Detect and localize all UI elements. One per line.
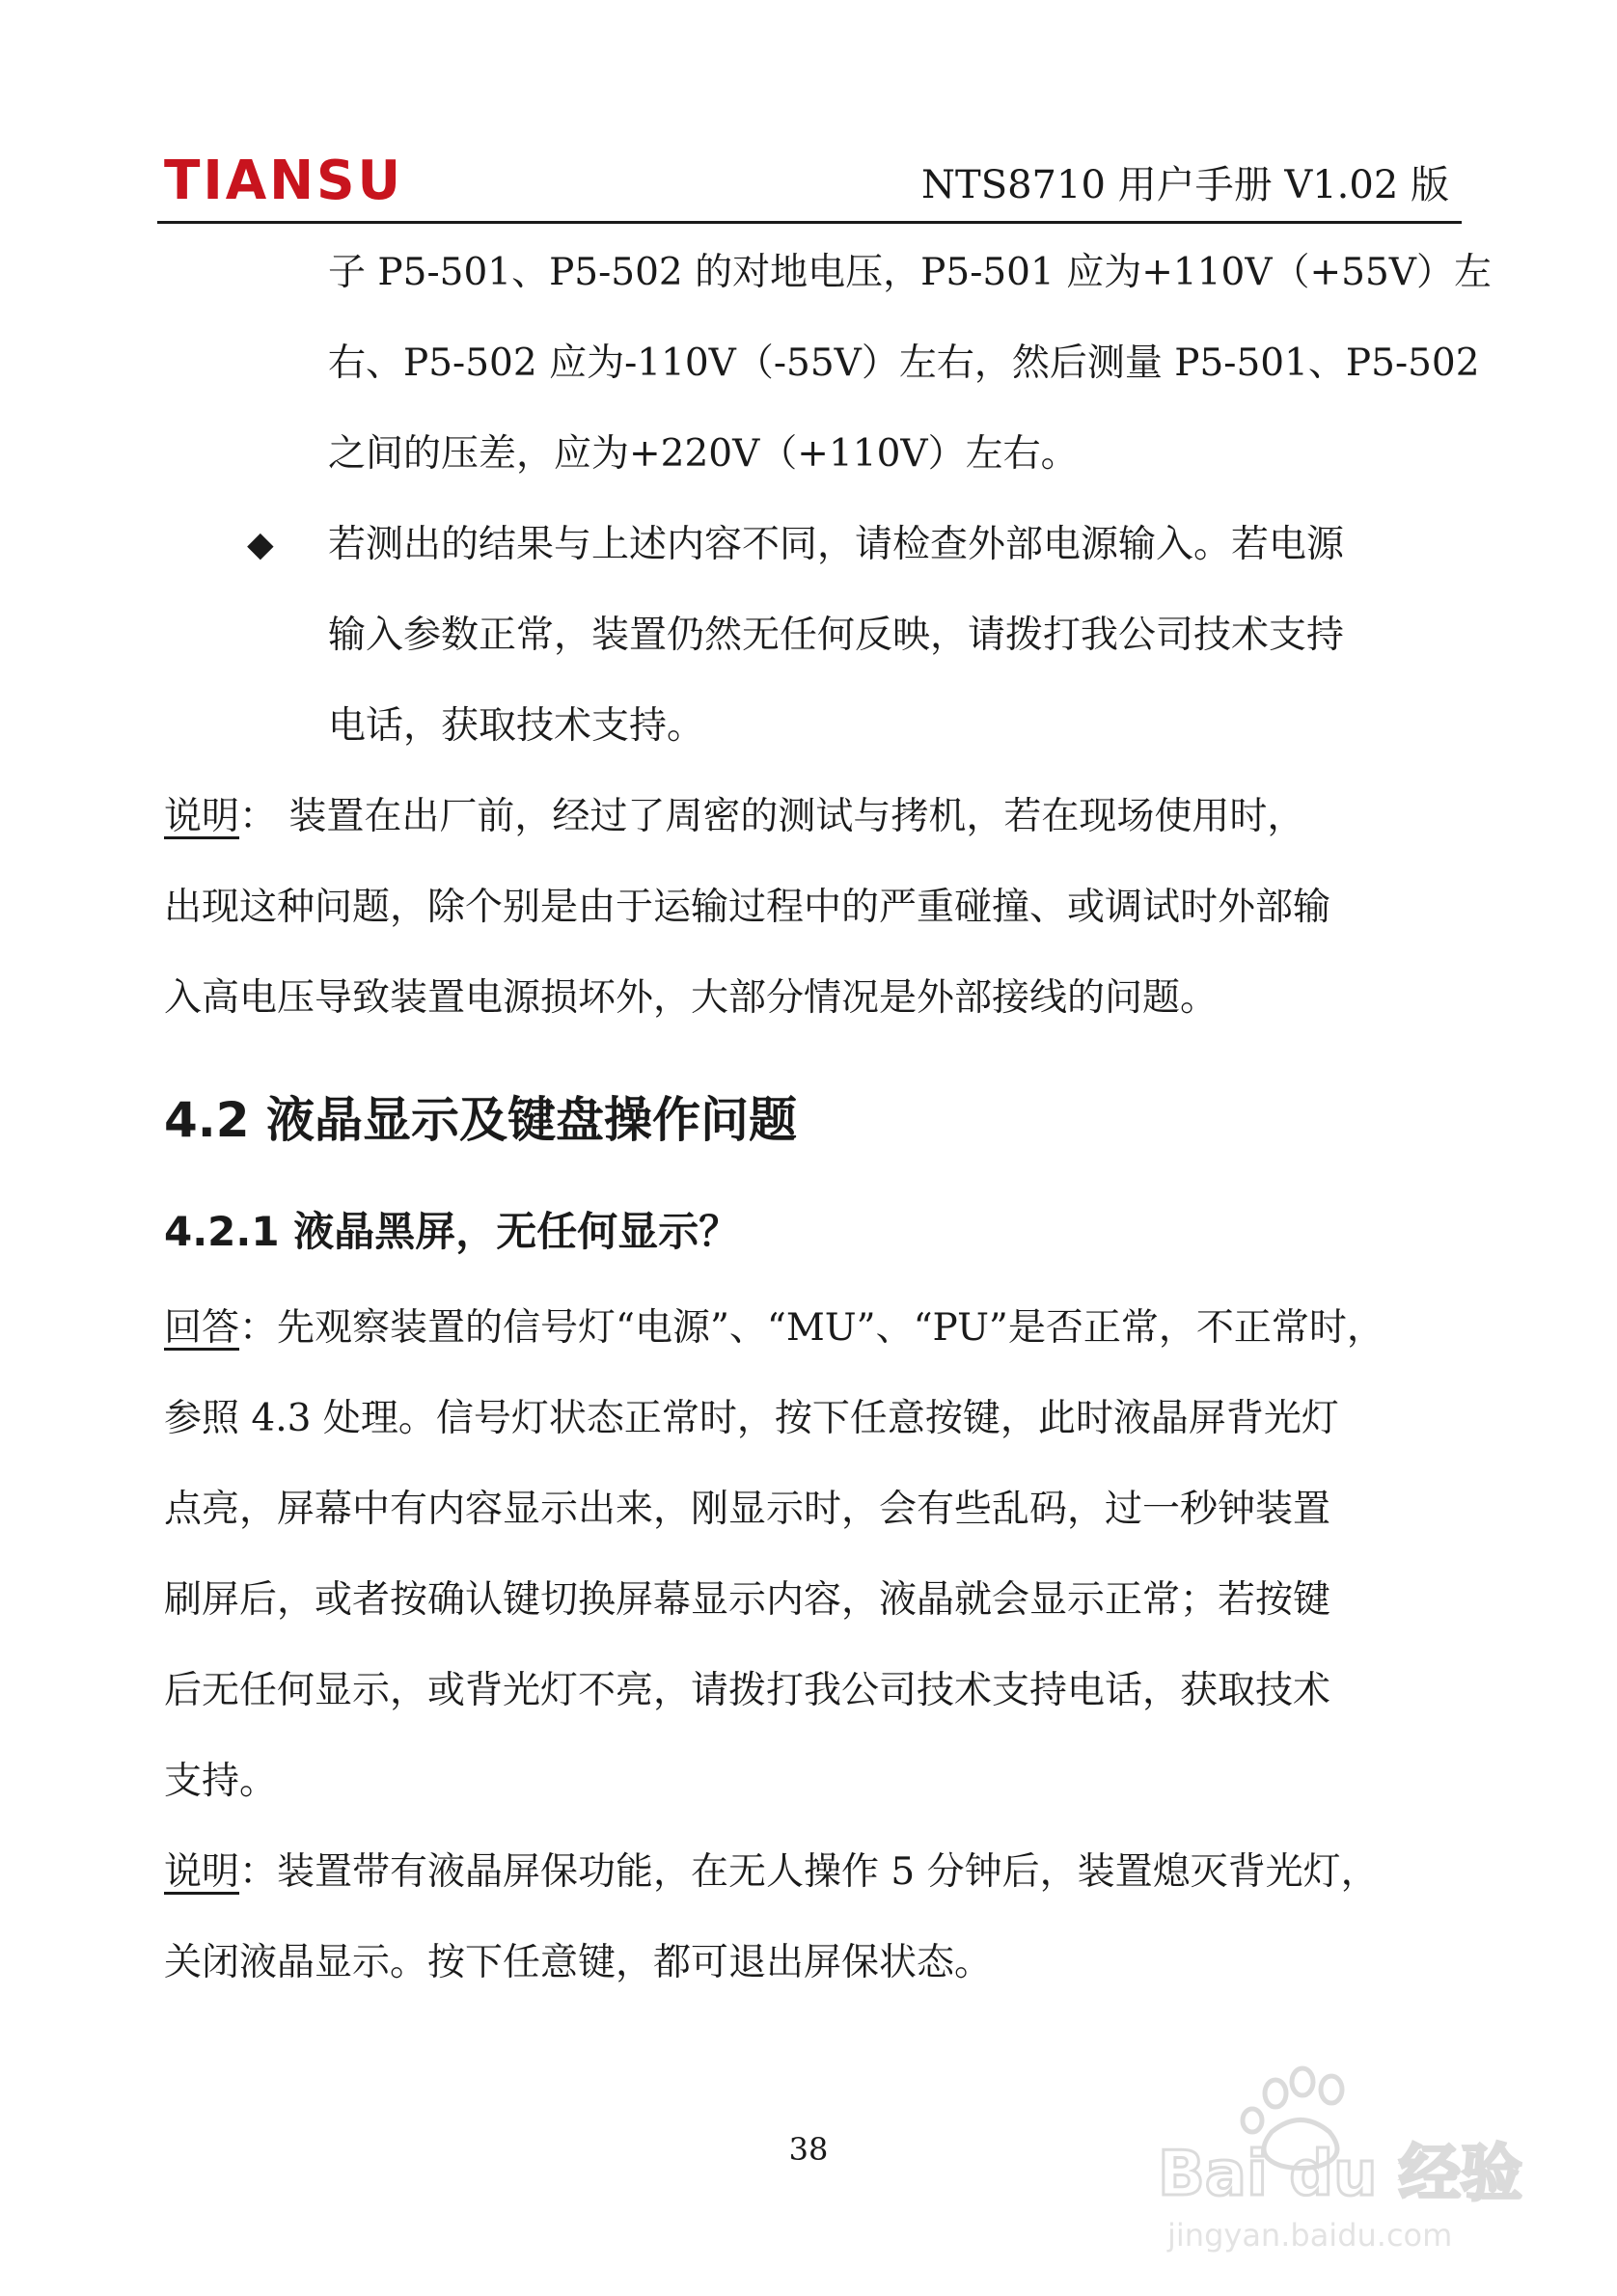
answer-text: ：先观察装置的信号灯“电源”、“MU”、“PU”是否正常，不正常时，: [239, 1306, 1384, 1350]
document-title: NTS8710 用户手册 V1.02 版: [921, 163, 1449, 207]
baidu-jingyan-watermark: [1148, 2064, 1534, 2257]
answer-line-4: 刷屏后，或者按确认键切换屏幕显示内容，液晶就会显示正常；若按键: [164, 1578, 1331, 1622]
note-1-text: 装置在出厂前，经过了周密的测试与拷机，若在现场使用时，: [277, 795, 1305, 838]
continuation-line-3: 之间的压差，应为+220V（+110V）左右。: [328, 432, 1079, 476]
header-divider: [157, 221, 1462, 224]
bullet-line-1: 若测出的结果与上述内容不同，请检查外部电源输入。若电源: [328, 523, 1345, 566]
subsection-heading: 4.2.1 液晶黑屏，无任何显示？: [164, 1208, 740, 1255]
answer-label: 回答: [164, 1306, 240, 1350]
note-2-line-1: [164, 1827, 1438, 1918]
note-2-text: ：装置带有液晶屏保功能，在无人操作 5 分钟后，装置熄灭背光灯，: [239, 1850, 1379, 1894]
bullet-line-3: 电话，获取技术支持。: [328, 704, 705, 748]
diamond-bullet-icon: ◆: [247, 525, 274, 564]
answer-line-5: 后无任何显示，或背光灯不亮，请拨打我公司技术支持电话，获取技术: [164, 1669, 1331, 1712]
watermark-url-text: jingyan.baidu.com: [1167, 2217, 1453, 2254]
note-1-line-2: 出现这种问题，除个别是由于运输过程中的严重碰撞、或调试时外部输: [164, 886, 1331, 929]
note-1-colon: ：: [239, 795, 278, 838]
note-1-line-1: [164, 772, 1438, 862]
answer-line-1: [164, 1283, 1438, 1374]
answer-line-2: 参照 4.3 处理。信号灯状态正常时，按下任意按键，此时液晶屏背光灯: [164, 1397, 1339, 1440]
watermark-brand-text: Bai du 经验: [1158, 2139, 1522, 2210]
bullet-line-2: 输入参数正常，装置仍然无任何反映，请拨打我公司技术支持: [328, 614, 1345, 657]
section-heading: 4.2 液晶显示及键盘操作问题: [164, 1092, 797, 1148]
continuation-line-1: 子 P5-501、P5-502 的对地电压，P5-501 应为+110V（+55V）左: [328, 251, 1492, 294]
page-number: 38: [788, 2131, 829, 2168]
note-1-label: 说明: [164, 795, 240, 838]
company-logo: TIANSU: [164, 150, 403, 212]
note-2-label: 说明: [164, 1850, 240, 1894]
continuation-line-2: 右、P5-502 应为-110V（-55V）左右，然后测量 P5-501、P5-502: [328, 342, 1480, 385]
note-1-line-3: 入高电压导致装置电源损坏外，大部分情况是外部接线的问题。: [164, 976, 1219, 1020]
answer-line-3: 点亮，屏幕中有内容显示出来，刚显示时，会有些乱码，过一秒钟装置: [164, 1488, 1331, 1531]
answer-line-6: 支持。: [164, 1760, 278, 1803]
note-2-line-2: 关闭液晶显示。按下任意键，都可退出屏保状态。: [164, 1941, 993, 1984]
